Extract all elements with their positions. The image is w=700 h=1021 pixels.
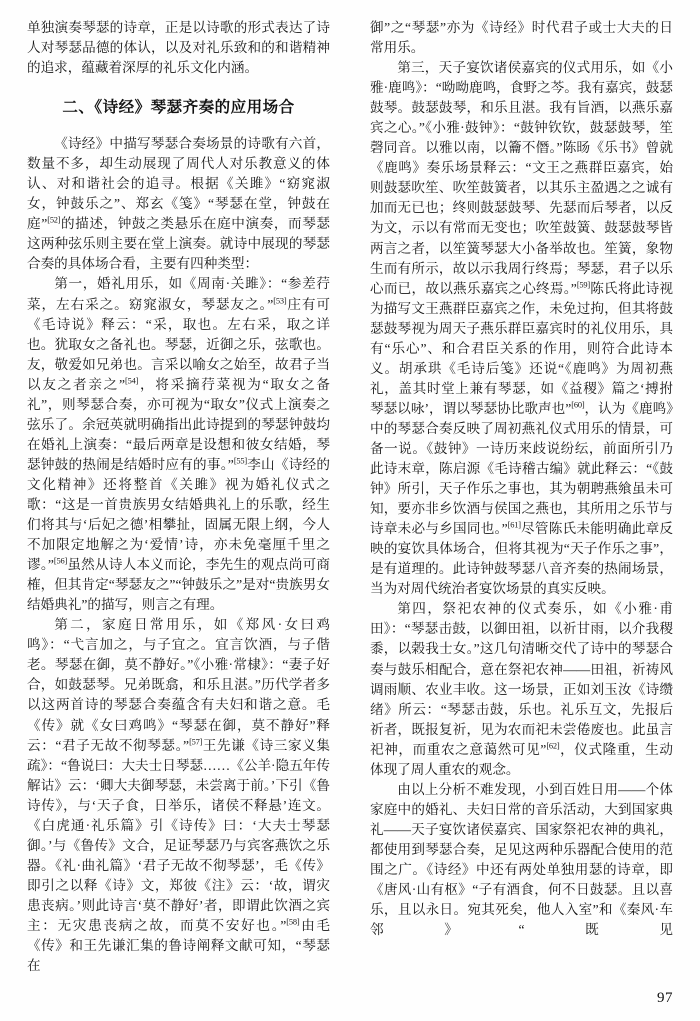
paragraph-conclusion: 由以上分析不难发现，小到百姓日用——个体家庭中的婚礼、夫妇日常的音乐活动，大到国家典礼——天子宴饮诸侯嘉宾、国家祭祀农神的典礼，都使用到琴瑟合奏，足见这两种乐器配合使用的范围之广。《诗经》中还有两处单独用瑟的诗章，即《唐风·山有枢》“子有酒食，何不日鼓瑟。且以喜乐，且以永日。宛其死矣，他人入室”和《秦风·车邻》“既见: [370, 781, 673, 938]
page-number: 97: [657, 990, 673, 1006]
citation-marker: [57]: [189, 737, 203, 747]
citation-marker: [56]: [53, 556, 68, 566]
citation-marker: [54]: [125, 376, 139, 386]
right-column: [370, 18, 673, 958]
paragraph-type-three-banquet: 第三，天子宴饮诸侯嘉宾的仪式用乐，如《小雅·鹿鸣》：“呦呦鹿鸣，食野之芩。我有嘉宾，鼓瑟鼓琴。鼓瑟鼓琴，和乐且湛。我有旨酒，以燕乐嘉宾之心。”《小雅·鼓钟》：“鼓钟钦钦，鼓瑟鼓琴，笙磬同音。以雅以南，以籥不僭。”陈旸《乐书》曾就《鹿鸣》奏乐场景释云：“文王之燕群臣嘉宾，始则鼓瑟吹笙、吹笙鼓簧者，以其乐主盈遇之之诚有加而无已也；终则鼓瑟鼓琴、先瑟而后琴者，以反为文，示以有常而无变也；吹笙鼓簧、鼓瑟鼓琴皆两言之者，以笙簧琴瑟大小备举故也。笙簧，象物生而有所示，故以示我周行终焉；琴瑟，君子以乐心而已，故以燕乐嘉宾之心终焉。”[59]陈氏将此诗视为描写文王燕群臣嘉宾之作，未免过拘，但其将鼓瑟鼓琴视为周天子燕乐群臣嘉宾时的礼仪用乐，具有“乐心”、和合君臣关系的作用，则符合此诗本义。胡承珙《毛诗后笺》还说“《鹿鸣》为周初燕礼，盖其时堂上兼有琴瑟，如《益稷》篇之‘搏拊琴瑟以咏’，谓以琴瑟协比歌声也”[60]，认为《鹿鸣》中的琴瑟合奏反映了周初燕礼仪式用乐的情景，可备一说。《鼓钟》一诗历来歧说纷纭，前面所引乃此诗末章，陈启源《毛诗稽古编》就此释云：“《鼓钟》所引，天子作乐之事也，其为朝聘燕飨虽未可知，要亦非乡饮酒与侯国之燕也，其所用之乐节与诗章未必与乡国同也。”[61]尽管陈氏未能明确此章反映的宴饮具体场合，但将其视为“天子作乐之事”，是有道理的。此诗钟鼓琴瑟八音齐奏的热闹场景，当为对周代统治者宴饮场景的真实反映。: [370, 60, 674, 597]
paragraph-continued-intro: 单独演奏琴瑟的诗章，正是以诗歌的形式表达了诗人对琴瑟品德的体认，以及对礼乐致和的和谐精神的追求，蕴藏着深厚的礼乐文化内涵。: [27, 20, 330, 76]
citation-marker: [62]: [546, 741, 560, 751]
citation-marker: [52]: [47, 215, 61, 225]
left-column: [27, 18, 331, 974]
two-column-body: [27, 18, 674, 974]
citation-marker: [58]: [286, 917, 300, 927]
section-heading: 二、《诗经》琴瑟齐奏的应用场合: [62, 98, 295, 117]
paragraph-continued-qinse: 御”之“琴瑟”亦为《诗经》时代君子或士大夫的日常用乐。: [370, 20, 673, 56]
paragraph-type-four-agriculture: 第四，祭祀农神的仪式奏乐，如《小雅·甫田》：“琴瑟击鼓，以御田祖，以祈甘雨，以介我稷黍，以榖我士女。”这几句清晰交代了诗中的琴瑟合奏与鼓乐相配合，意在祭祀农神——田祖，祈祷风调雨顺、农业丰收。这一场景，正如刘玉汝《诗缵绪》所云：“琴瑟击鼓，乐也。礼乐互文，先报后祈者，既报复祈，见为农而祀未尝倦废也。此虽言祀神，而重农之意蔼然可见”[62]，仪式隆重，生动体现了周人重农的观念。: [370, 601, 673, 777]
citation-marker: [61]: [507, 520, 521, 530]
paragraph-type-two-family: 第二，家庭日常用乐，如《郑风·女曰鸡鸣》：“弋言加之，与子宜之。宜言饮酒，与子偕老。琴瑟在御，莫不静好。”《小雅·常棣》：“妻子好合，如鼓瑟琴。兄弟既翕，和乐且湛。”历代学者多以这两首诗的琴瑟合奏蕴含有夫妇和谐之意。毛《传》就《女曰鸡鸣》“琴瑟在御，莫不静好”释云：“君子无故不彻琴瑟。”[57]王先谦《诗三家义集疏》：“鲁说曰：大夫士日琴瑟……《公羊·隐五年传解诂》云：‘卿大夫御琴瑟，未尝离于前。’下引《鲁诗传》，与‘天子食，日举乐，诸侯不释悬’连文。《白虎通·礼乐篇》引《诗传》曰：‘大夫士琴瑟御。’与《鲁传》文合，足证琴瑟乃与宾客燕饮之乐器。《礼·曲礼篇》‘君子无故不彻琴瑟’，毛《传》即引之以释《诗》文，郑彼《注》云：‘故，谓灾患丧病。’则此诗言‘莫不静好’者，即谓此饮酒之宾主：无灾患丧病之故，而莫不安好也。”[58]由毛《传》和王先谦汇集的鲁诗阐释文献可知，“琴瑟在: [27, 617, 331, 974]
citation-marker: [59]: [576, 280, 590, 290]
citation-marker: [55]: [233, 456, 247, 466]
citation-marker: [60]: [571, 400, 585, 410]
paragraph-type-one-wedding: 第一，婚礼用乐，如《周南·关雎》：“参差荇菜，左右采之。窈窕淑女，琴瑟友之。”[53]庄有可《毛诗说》释云：“采，取也。左右采，取之详也。犹取女之备礼也。琴瑟，近御之乐，弦歌也。友，敬爱如兄弟也。言采以喻女之始至，故君子当以友之者亲之”[54]，将采摘荇菜视为“取女之备礼”，则琴瑟合奏，亦可视为“取女”仪式上演奏之弦乐了。余冠英就明确指出此诗提到的琴瑟钟鼓均在婚礼上演奏：“最后两章是设想和彼女结婚，琴瑟钟鼓的热闹是结婚时应有的事。”[55]李山《诗经的文化精神》还将整首《关雎》视为婚礼仪式之歌：“这是一首贵族男女结婚典礼上的乐歌，经生们将其与‘后妃之德’相攀扯，固属无限上纲，今人不加限定地解之为‘爱情’诗，亦未免毫厘千里之谬。”[56]虽然从诗人本义而论，李先生的观点尚可商榷，但其肯定“琴瑟友之”“钟鼓乐之”是对“贵族男女结婚典礼”的描写，则言之有理。: [27, 276, 331, 613]
paragraph-six-poems: 《诗经》中描写琴瑟合奏场景的诗歌有六首，数量不多，却生动展现了周代人对乐教意义的体认、对和谐社会的追寻。根据《关雎》“窈窕淑女，钟鼓乐之”、郑玄《笺》“琴瑟在堂，钟鼓在庭”[52]的描述，钟鼓之类悬乐在庭中演奏，而琴瑟这两种弦乐则主要在堂上演奏。就诗中展现的琴瑟合奏的具体场合看，主要有四种类型：: [27, 136, 330, 272]
citation-marker: [53]: [273, 295, 287, 305]
